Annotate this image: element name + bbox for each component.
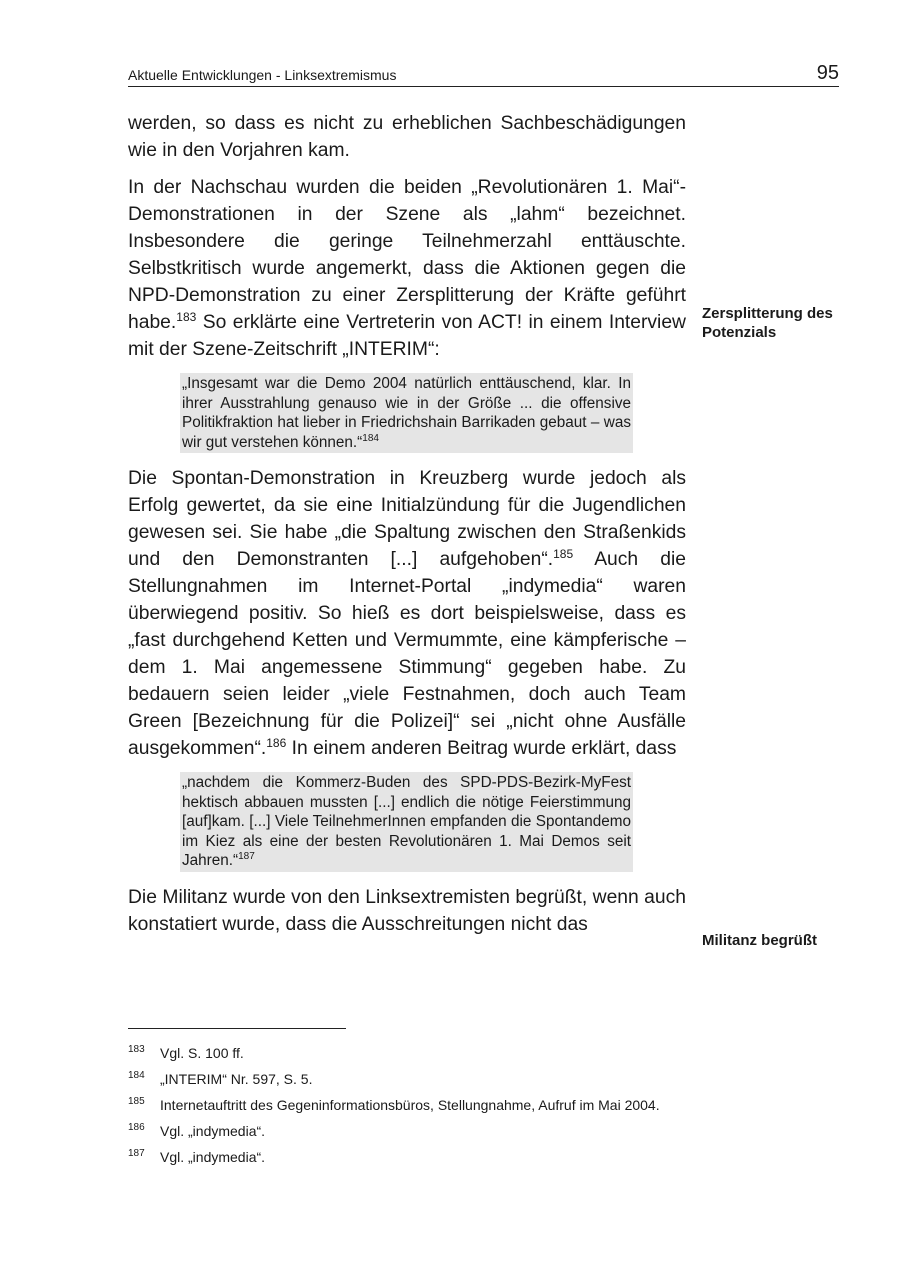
footnote-text: „INTERIM“ Nr. 597, S. 5.: [160, 1071, 313, 1087]
page-number: 95: [816, 62, 839, 84]
footnote-text: Vgl. S. 100 ff.: [160, 1045, 244, 1061]
paragraph-3-text-b: Auch die Stellungnahmen im Internet-Portal „indymedia“ waren überwiegend positiv. So hieß es dort beispielsweise, dass es „fast durchgehend Ketten und Vermummte, eine kämpferische – dem 1. Mai angemessene Stimmung“ gegeben habe. Zu bedauern seien leider „viele Festnahmen, doch auch Team Green [Bezeichnung für die Polizei]“ sei „nicht ohne Ausfälle ausgekommen“.: [128, 549, 687, 759]
page-header: [128, 62, 839, 87]
footnote-number: 185: [128, 1096, 145, 1107]
footnotes: [128, 1044, 686, 1174]
footnote-187: [128, 1148, 686, 1166]
paragraph-2-text: In der Nachschau wurden die beiden „Revolutionären 1. Mai“-Demonstrationen in der Szene als „lahm“ bezeichnet. Insbesondere die geringe Teilnehmerzahl enttäuschte. Selbstkritisch wurde angemerkt, dass die Aktionen gegen die NPD-Demonstration zu einer Zersplitterung der Kräfte geführt habe.: [128, 177, 686, 333]
footnote-ref-183[interactable]: 183: [176, 310, 197, 324]
footnote-ref-187[interactable]: 187: [238, 851, 255, 862]
footnote-186: [128, 1122, 686, 1140]
margin-note-militanz: Militanz begrüßt: [702, 932, 817, 949]
footnote-ref-186[interactable]: 186: [266, 736, 287, 750]
running-head: Aktuelle Entwicklungen - Linksextremismus: [128, 67, 397, 83]
footnote-number: 184: [128, 1070, 145, 1081]
footnote-183: [128, 1044, 686, 1062]
footnote-text: Internetauftritt des Gegeninformationsbüros, Stellungnahme, Aufruf im Mai 2004.: [160, 1097, 660, 1113]
paragraph-2: [128, 174, 686, 363]
paragraph-2-text-cont: So erklärte eine Vertreterin von ACT! in einem Interview mit der Szene-Zeitschrift „INTERIM“:: [128, 312, 686, 360]
footnote-text: Vgl. „indymedia“.: [160, 1123, 266, 1139]
paragraph-3: [128, 465, 686, 762]
block-quote-2: [180, 772, 633, 872]
footnote-185: [128, 1096, 686, 1114]
paragraph-3-text-a: Die Spontan-Demonstration in Kreuzberg wurde jedoch als Erfolg gewertet, da sie eine Initialzündung für die Jugendlichen gewesen sei. Sie habe „die Spaltung zwischen den Straßenkids und den Demonstranten [...] aufgehoben“.: [128, 468, 686, 570]
footnote-number: 183: [128, 1044, 145, 1055]
quote-2-text: „nachdem die Kommerz-Buden des SPD-PDS-Bezirk-MyFest hektisch abbauen mussten [...] endlich die nötige Feierstimmung [auf]kam. [...] Viele TeilnehmerInnen empfanden die Spontandemo im Kiez als eine der besten Revolutionären 1. Mai Demos seit Jahren.“: [182, 774, 631, 869]
footnote-number: 186: [128, 1122, 145, 1133]
footnote-text: Vgl. „indymedia“.: [160, 1149, 266, 1165]
paragraph-3-text-c: In einem anderen Beitrag wurde erklärt, dass: [286, 738, 677, 759]
paragraph-4: Die Militanz wurde von den Linksextremisten begrüßt, wenn auch konstatiert wurde, dass die Ausschreitungen nicht das: [128, 886, 686, 935]
footnote-separator: [128, 1028, 346, 1029]
footnote-ref-185[interactable]: 185: [553, 547, 574, 561]
footnote-184: [128, 1070, 686, 1088]
paragraph-1: werden, so dass es nicht zu erheblichen Sachbeschädigungen wie in den Vorjahren kam.: [128, 113, 686, 161]
main-text: [128, 110, 686, 948]
footnote-ref-184[interactable]: 184: [362, 432, 379, 444]
quote-1-text: „Insgesamt war die Demo 2004 natürlich enttäuschend, klar. In ihrer Ausstrahlung genauso wie in der Größe ... die offensive Politikfraktion hat lieber in Friedrichshain Barrikaden gebaut – was wir gut verstehen können.“: [182, 375, 631, 451]
footnote-number: 187: [128, 1148, 145, 1159]
margin-note-zersplitterung: Zersplitterung des Potenzials: [702, 305, 833, 341]
block-quote-1: [180, 373, 633, 453]
